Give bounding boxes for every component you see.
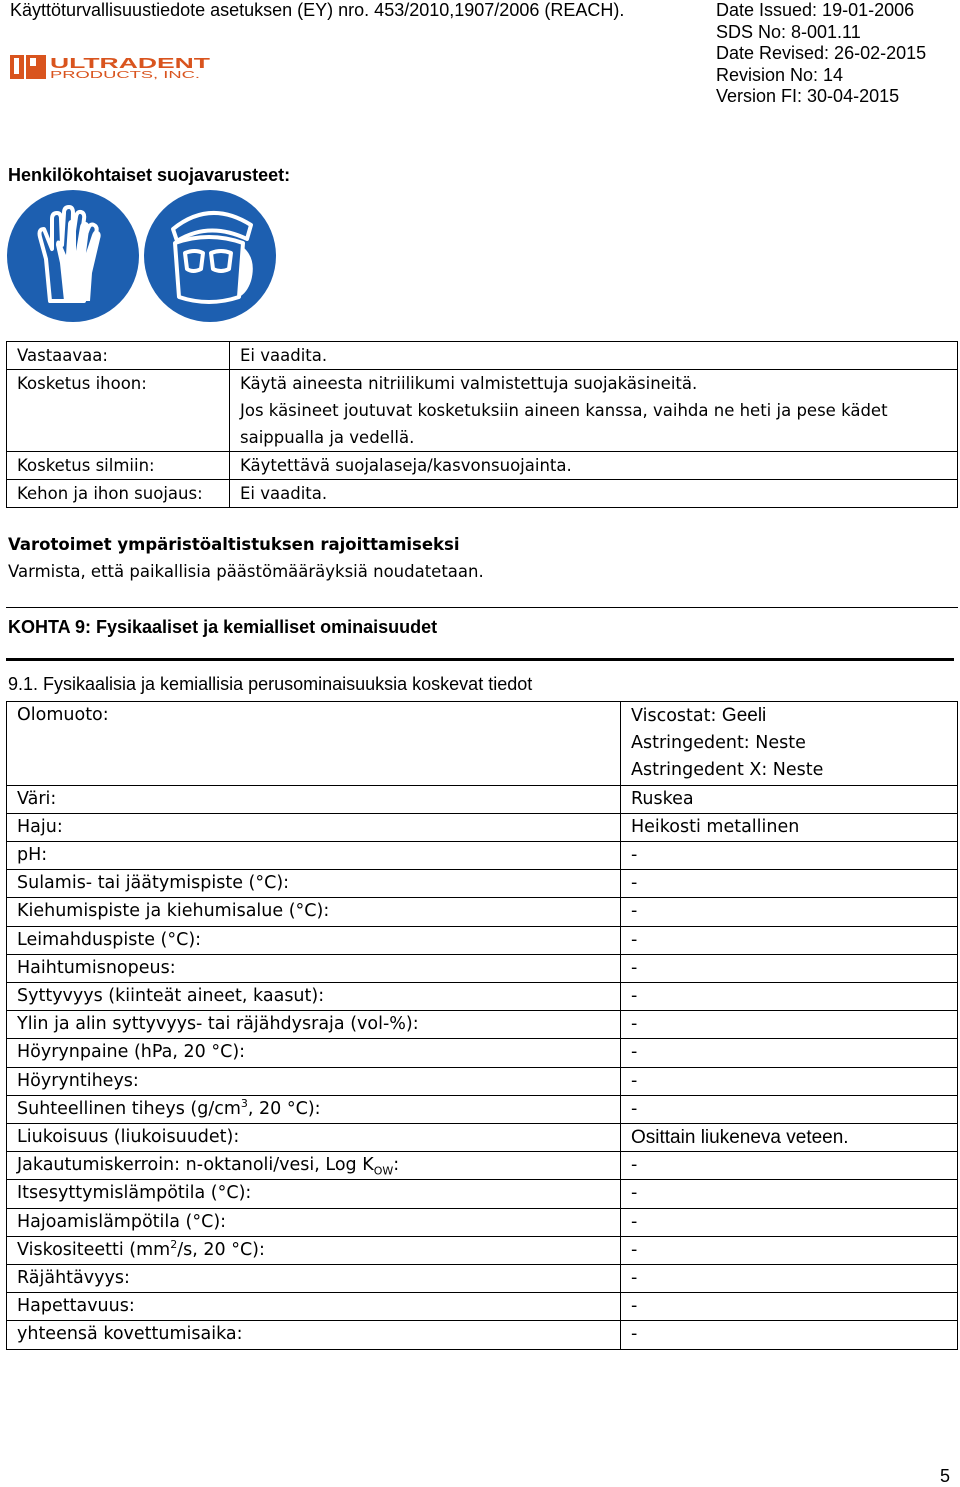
- property-label: Ylin ja alin syttyvyys- tai räjähdysraja (vol-%):: [7, 1011, 621, 1039]
- logo-text-top: ULTRADENT: [50, 55, 210, 72]
- property-label: Syttyvyys (kiinteät aineet, kaasut):: [7, 983, 621, 1011]
- property-label: Leimahduspiste (°C):: [7, 926, 621, 954]
- table-row: [7, 983, 958, 1011]
- ppe-table: [6, 341, 958, 508]
- table-row: [7, 926, 958, 954]
- property-label: Itsesyttymislämpötila (°C):: [7, 1180, 621, 1208]
- property-value: -: [631, 1324, 638, 1345]
- property-value: -: [631, 873, 638, 894]
- property-value: -: [631, 929, 638, 950]
- property-label: Suhteellinen tiheys ($g/cm^3$, 20 °C):: [7, 1095, 621, 1123]
- ppe-value: Ei vaadita.: [240, 346, 328, 365]
- table-row: [7, 1152, 958, 1180]
- property-label: Sulamis- tai jäätymispiste (°C):: [7, 870, 621, 898]
- property-label: Väri:: [7, 785, 621, 813]
- property-label: Haihtumisnopeus:: [7, 954, 621, 982]
- ultradent-logo: [10, 54, 210, 80]
- property-label: Haju:: [7, 813, 621, 841]
- property-value: Viscostat: Geeli Astringedent: Neste Astringedent X: Neste: [631, 705, 824, 781]
- document-meta: [716, 0, 926, 108]
- ppe-value: Ei vaadita.: [240, 484, 328, 503]
- table-row: [7, 1293, 958, 1321]
- date-issued: Date Issued: 19-01-2006: [716, 0, 915, 20]
- property-value: Heikosti metallinen: [631, 816, 800, 837]
- table-row: [7, 452, 958, 480]
- table-row: [7, 813, 958, 841]
- section-9-1-title: 9.1. Fysikaalisia ja kemiallisia perusominaisuuksia koskevat tiedot: [8, 674, 533, 694]
- table-row: [7, 1095, 958, 1123]
- env-heading: Varotoimet ympäristöaltistuksen rajoittamiseksi: [8, 535, 460, 554]
- property-label: Räjähtävyys:: [7, 1265, 621, 1293]
- property-label: Liukoisuus (liukoisuudet):: [7, 1124, 621, 1152]
- section-underline: [6, 658, 954, 661]
- table-row: [7, 1321, 958, 1349]
- property-value: -: [631, 986, 638, 1007]
- table-row: [7, 1236, 958, 1264]
- ppe-label: Vastaavaa:: [7, 342, 230, 370]
- section-9-title: KOHTA 9: Fysikaaliset ja kemialliset ominaisuudet: [8, 617, 438, 637]
- table-row: [7, 480, 958, 508]
- document-title: Käyttöturvallisuustiedote asetuksen (EY) nro. 453/2010,1907/2006 (REACH).: [10, 0, 625, 20]
- property-label: Kiehumispiste ja kiehumisalue (°C):: [7, 898, 621, 926]
- property-value: -: [631, 1268, 638, 1289]
- table-row: [7, 370, 958, 452]
- property-value: Osittain liukeneva veteen.: [631, 1127, 849, 1149]
- revision-number: Revision No: 14: [716, 64, 844, 85]
- property-label: yhteensä kovettumisaika:: [7, 1321, 621, 1349]
- ppe-label: Kosketus ihoon:: [7, 370, 230, 452]
- table-row: [7, 1180, 958, 1208]
- ppe-label: Kosketus silmiin:: [7, 452, 230, 480]
- property-value: -: [631, 1211, 638, 1232]
- table-row: [7, 1265, 958, 1293]
- table-row: [7, 898, 958, 926]
- ppe-heading: Henkilökohtaiset suojavarusteet:: [8, 165, 291, 185]
- table-row: [7, 342, 958, 370]
- sds-number: SDS No: 8-001.11: [716, 21, 861, 42]
- table-row: [7, 1208, 958, 1236]
- table-row: [7, 954, 958, 982]
- property-label: Höyryntiheys:: [7, 1067, 621, 1095]
- property-label: pH:: [7, 842, 621, 870]
- gloves-icon: [6, 189, 140, 323]
- property-label: Olomuoto:: [7, 702, 621, 786]
- face-shield-icon: [143, 189, 277, 323]
- table-row: [7, 1011, 958, 1039]
- page-number: 5: [940, 1466, 951, 1486]
- properties-table: [6, 701, 958, 1350]
- property-value: -: [631, 1239, 638, 1260]
- property-value: Ruskea: [631, 788, 694, 809]
- version: Version FI: 30-04-2015: [716, 86, 900, 106]
- table-row: [7, 702, 958, 786]
- env-text: Varmista, että paikallisia päästömääräyksiä noudatetaan.: [8, 562, 484, 581]
- property-value: -: [631, 845, 638, 866]
- property-value: -: [631, 1155, 638, 1176]
- property-label: Hajoamislämpötila (°C):: [7, 1208, 621, 1236]
- property-value: -: [631, 901, 638, 922]
- property-value: -: [631, 1042, 638, 1063]
- property-label: Jakautumiskerroin: n-oktanoli/vesi, Log $K_{OW}$:: [7, 1152, 621, 1180]
- property-label: Viskositeetti ($mm^2/s$, 20 °C):: [7, 1236, 621, 1264]
- property-value: -: [631, 1014, 638, 1035]
- property-value: -: [631, 1183, 638, 1204]
- property-value: -: [631, 1296, 638, 1317]
- ppe-value: Käytä aineesta nitriilikumi valmistettuja suojakäsineitä. Jos käsineet joutuvat kosketuksiin aineen kanssa, vaihda ne heti ja pese kädet saippualla ja vedellä.: [240, 374, 888, 447]
- table-row: [7, 870, 958, 898]
- table-row: [7, 785, 958, 813]
- table-row: [7, 1124, 958, 1152]
- table-row: [7, 842, 958, 870]
- date-revised: Date Revised: 26-02-2015: [716, 43, 927, 63]
- section-divider: [6, 607, 958, 608]
- logo-text-bottom: PRODUCTS, INC.: [50, 70, 200, 80]
- property-value: -: [631, 957, 638, 978]
- table-row: [7, 1067, 958, 1095]
- property-label: Hapettavuus:: [7, 1293, 621, 1321]
- ppe-value: Käytettävä suojalaseja/kasvonsuojainta.: [240, 456, 572, 475]
- ppe-label: Kehon ja ihon suojaus:: [7, 480, 230, 508]
- property-label: Höyrynpaine (hPa, 20 °C):: [7, 1039, 621, 1067]
- property-value: -: [631, 1098, 638, 1119]
- property-value: -: [631, 1070, 638, 1091]
- table-row: [7, 1039, 958, 1067]
